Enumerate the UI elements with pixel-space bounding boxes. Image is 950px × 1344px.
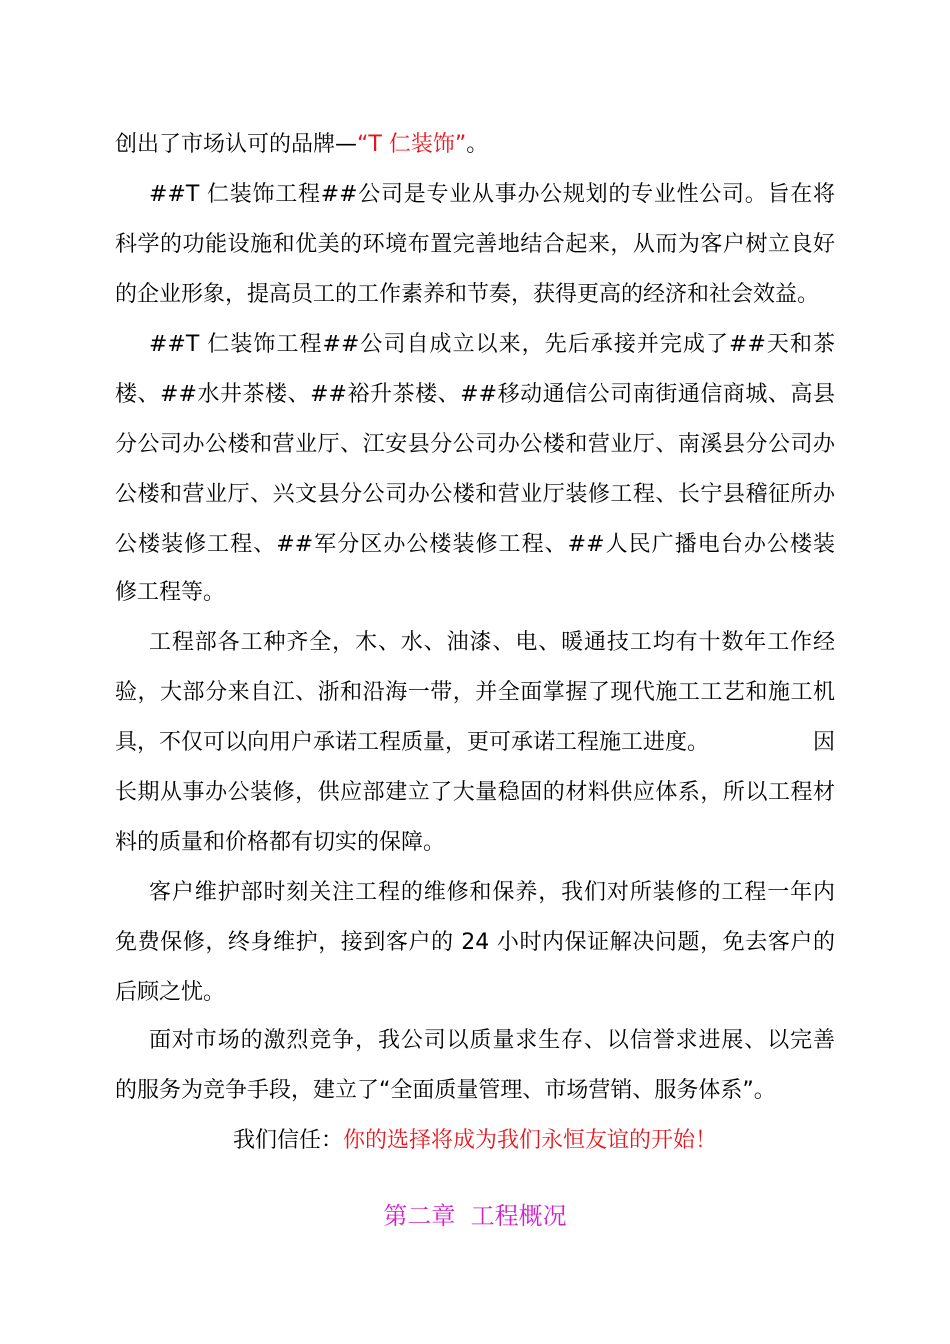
- paragraph-3-line-3: [115, 728, 835, 758]
- paragraph-3-line-2: 验，大部分来自江、浙和沿海一带，并全面掌握了现代施工工艺和施工机: [115, 680, 835, 705]
- quote-open: “: [357, 132, 369, 157]
- paragraph-4-line-2: 免费保修，终身维护，接到客户的 24 小时内保证解决问题，免去客户的: [115, 930, 835, 955]
- paragraph-continuation: [115, 130, 835, 160]
- slogan-highlight: 你的选择将成为我们永恒友谊的开始！: [343, 1128, 718, 1153]
- paragraph-3-line-1: 工程部各工种齐全，木、水、油漆、电、暖通技工均有十数年工作经: [149, 630, 835, 655]
- paragraph-1-line-1: ##T 仁装饰工程##公司是专业从事办公规划的专业性公司。旨在将: [149, 182, 835, 207]
- text: 创出了市场认可的品牌—: [115, 132, 358, 157]
- paragraph-2-line-3: 分公司办公楼和营业厅、江安县分公司办公楼和营业厅、南溪县分公司办: [115, 432, 835, 457]
- brand-name: T 仁装饰: [368, 132, 455, 157]
- slogan-prefix: 我们信任：: [232, 1128, 343, 1153]
- text: 。: [466, 132, 489, 157]
- paragraph-5-line-2: 的服务为竞争手段，建立了“全面质量管理、市场营销、服务体系”。: [115, 1078, 776, 1103]
- paragraph-2-line-5: 公楼装修工程、##军分区办公楼装修工程、##人民广播电台办公楼装: [115, 532, 835, 557]
- text-trailing-char: 因: [812, 730, 835, 755]
- slogan: [115, 1126, 835, 1156]
- paragraph-1-line-3: 的企业形象，提高员工的工作素养和节奏，获得更高的经济和社会效益。: [115, 282, 820, 307]
- quote-close: ”: [454, 132, 467, 157]
- paragraph-2-line-1: ##T 仁装饰工程##公司自成立以来，先后承接并完成了##天和茶: [149, 332, 835, 357]
- paragraph-2-line-2: 楼、##水井茶楼、##裕升茶楼、##移动通信公司南街通信商城、高县: [115, 382, 835, 407]
- paragraph-2-line-6: 修工程等。: [115, 580, 226, 605]
- paragraph-3-line-5: 料的质量和价格都有切实的保障。: [115, 830, 446, 855]
- paragraph-4-line-3: 后顾之忧。: [115, 980, 226, 1005]
- paragraph-3-line-4: 长期从事办公装修，供应部建立了大量稳固的材料供应体系，所以工程材: [115, 780, 835, 805]
- text: 具，不仅可以向用户承诺工程质量，更可承诺工程施工进度。: [115, 730, 710, 755]
- paragraph-2-line-4: 公楼和营业厅、兴文县分公司办公楼和营业厅装修工程、长宁县稽征所办: [115, 482, 835, 507]
- paragraph-5-line-1: 面对市场的激烈竞争，我公司以质量求生存、以信誉求进展、以完善: [149, 1028, 835, 1053]
- paragraph-1-line-2: 科学的功能设施和优美的环境布置完善地结合起来，从而为客户树立良好: [115, 232, 835, 257]
- chapter-heading: 第二章 工程概况: [383, 1202, 567, 1230]
- paragraph-4-line-1: 客户维护部时刻关注工程的维修和保养，我们对所装修的工程一年内: [149, 880, 835, 905]
